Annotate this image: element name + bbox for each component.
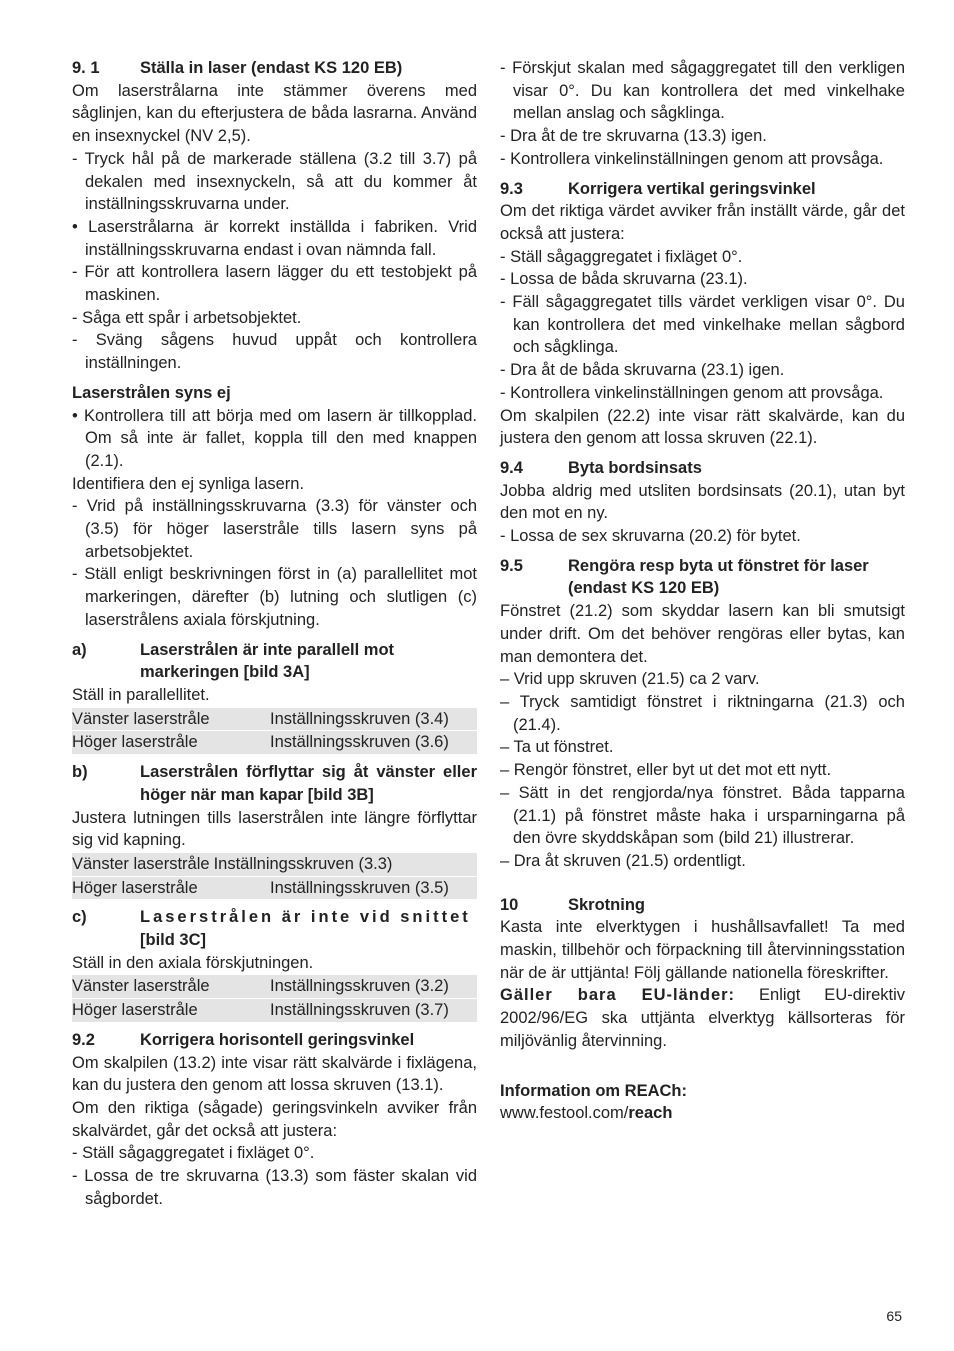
list-item: - Lossa de tre skruvarna (13.3) som fäster skalan vid sågbordet. [72, 1167, 477, 1208]
section-9-3-heading: 9.3 Korrigera vertikal geringsvinkel [500, 179, 816, 198]
list-item: - Förskjut skalan med sågaggregatet till den verkligen visar 0°. Du kan kontrollera det med vinkelhake mellan anslag och sågklinga. [500, 59, 905, 123]
paragraph: Identifiera den ej synliga lasern. [72, 474, 305, 493]
list-item: - Dra åt de tre skruvarna (13.3) igen. [500, 127, 767, 146]
paragraph: Jobba aldrig med utsliten bordsinsats (20.1), utan byt den mot en ny. [500, 481, 905, 523]
list-item: - Kontrollera vinkelinställningen genom att provsåga. [500, 383, 884, 402]
list-item: - Såga ett spår i arbetsobjektet. [72, 308, 302, 327]
list-item: – Vrid upp skruven (21.5) ca 2 varv. [500, 670, 760, 689]
paragraph: Kasta inte elverktygen i hushållsavfallet! Ta med maskin, tillbehör och förpackning till återvinningsstation när de är uttjänta! Följ gällande nationella föreskrifter. [500, 918, 905, 982]
paragraph: Om den riktiga (sågade) geringsvinkeln avviker från skalvärdet, går det också att justera: [72, 1098, 477, 1140]
list-item: - Ställ sågaggregatet i fixläget 0°. [500, 247, 743, 266]
list-item: – Rengör fönstret, eller byt ut det mot ett nytt. [500, 761, 832, 780]
list-item: - Lossa de sex skruvarna (20.2) för bytet. [500, 527, 801, 546]
section-a-heading: a) Laserstrålen är inte parallell mot markeringen [bild 3A] [72, 640, 395, 682]
table-row: Höger laserstråle Inställningsskruven (3.6) [72, 731, 477, 754]
table-row: Höger laserstråle Inställningsskruven (3.5) [72, 877, 477, 900]
list-item: – Tryck samtidigt fönstret i riktningarna (21.3) och (21.4). [500, 692, 905, 734]
paragraph: Justera lutningen tills laserstrålen inte längre förflyttar sig vid kapning. [72, 808, 477, 850]
paragraph: Ställ in parallellitet. [72, 685, 210, 704]
list-item: - Dra åt de båda skruvarna (23.1) igen. [500, 361, 785, 380]
subheading-syns-ej: Laserstrålen syns ej [72, 383, 231, 402]
list-item: - För att kontrollera lasern lägger du ett testobjekt på maskinen. [72, 263, 477, 305]
list-item: – Ta ut fönstret. [500, 738, 614, 757]
list-item: - Fäll sågaggregatet tills värdet verkligen visar 0°. Du kan kontrollera det med vinkelhake mellan sågbord och sågklinga. [500, 293, 905, 357]
list-item: - Lossa de båda skruvarna (23.1). [500, 270, 748, 289]
paragraph: Fönstret (21.2) som skyddar lasern kan bli smutsigt under drift. Om det behöver rengöras eller bytas, kan man demontera det. [500, 602, 905, 666]
section-b-heading: b) Laserstrålen förflyttar sig åt vänster eller höger när man kapar [bild 3B] [72, 763, 477, 804]
paragraph-eu: Gäller bara EU-länder: Enligt EU-direktiv 2002/96/EG ska uttjänta elverktyg källsorteras för miljövänlig återvinning. [500, 986, 905, 1050]
section-c-heading: c) Laserstrålen är inte vid snittet [bild 3C] [72, 908, 471, 950]
list-item: – Dra åt skruven (21.5) ordentligt. [500, 851, 746, 870]
table-row: Höger laserstråle Inställningsskruven (3.7) [72, 999, 477, 1022]
paragraph: Ställ in den axiala förskjutningen. [72, 953, 314, 972]
table-row: Vänster laserstråle Inställningsskruven (3.4) [72, 708, 477, 731]
list-item: - Ställ enligt beskrivningen först in (a) parallellitet mot markeringen, därefter (b) lutning och slutligen (c) laserstrålens axiala förskjutning. [72, 565, 477, 629]
table-row: Vänster laserstråle Inställningsskruven (3.2) [72, 975, 477, 998]
section-10-heading: 10 Skrotning [500, 895, 645, 914]
paragraph: Om skalpilen (22.2) inte visar rätt skalvärde, kan du justera den genom att lossa skruven (22.1). [500, 406, 905, 448]
list-item: - Ställ sågaggregatet i fixläget 0°. [72, 1144, 315, 1163]
left-column [72, 57, 477, 1210]
list-item: – Sätt in det rengjorda/nya fönstret. Båda tapparna (21.1) på fönstret måste haka i ursparningarna på den övre skyddskåpan som (bild 21) illustrerar. [500, 783, 905, 848]
list-item: - Kontrollera vinkelinställningen genom att provsåga. [500, 149, 884, 168]
section-9-1-heading: 9. 1 Ställa in laser (endast KS 120 EB) [72, 59, 403, 77]
page-number: 65 [886, 1308, 902, 1324]
list-item: - Tryck hål på de markerade ställena (3.2 till 3.7) på dekalen med insexnyckeln, så att du kommer åt inställningsskruvarna under. [72, 149, 477, 214]
right-column [500, 57, 905, 1125]
section-9-4-heading: 9.4 Byta bordsinsats [500, 458, 702, 477]
reach-url: www.festool.com/reach [500, 1104, 673, 1123]
paragraph: Om laserstrålarna inte stämmer överens med såglinjen, kan du efterjustera de båda lasrarna. Använd en insexnyckel (NV 2,5). [72, 81, 477, 146]
section-9-5-heading: 9.5 Rengöra resp byta ut fönstret för laser (endast KS 120 EB) [500, 556, 869, 598]
section-9-2-heading: 9.2 Korrigera horisontell geringsvinkel [72, 1030, 415, 1049]
list-item: • Laserstrålarna är korrekt inställda i fabriken. Vrid inställningsskruvarna endast i ovan nämnda fall. [72, 217, 477, 259]
list-item: • Kontrollera till att börja med om lasern är tillkopplad. Om så inte är fallet, koppla till den med knappen (2.1). [72, 406, 477, 470]
paragraph: Om det riktiga värdet avviker från inställt värde, går det också att justera: [500, 202, 905, 243]
paragraph: Om skalpilen (13.2) inte visar rätt skalvärde i fixlägena, kan du justera den genom att lossa skruven (13.1). [72, 1053, 477, 1095]
table-row: Vänster laserstråle Inställningsskruven (3.3) [72, 853, 477, 876]
list-item: - Vrid på inställningsskruvarna (3.3) för vänster och (3.5) för höger laserstråle tills lasern syns på arbetsobjektet. [72, 497, 477, 561]
reach-heading: Information om REACh: [500, 1081, 687, 1100]
list-item: - Sväng sågens huvud uppåt och kontrollera inställningen. [72, 331, 477, 373]
